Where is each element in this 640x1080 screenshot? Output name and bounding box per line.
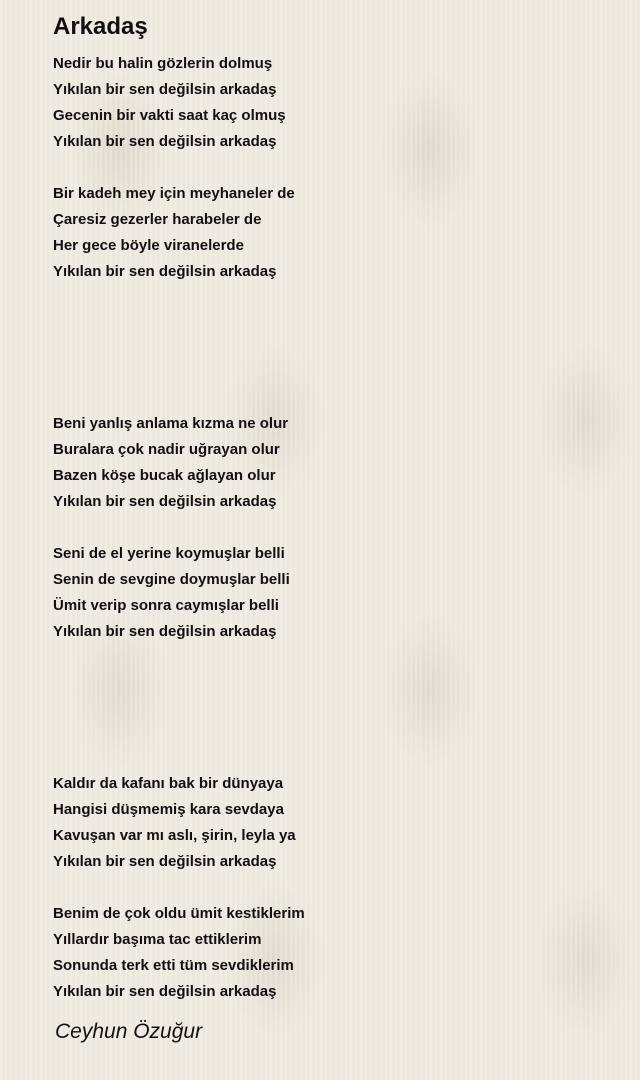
poem-line: Sonunda terk etti tüm sevdiklerim — [53, 957, 294, 974]
poem-line: Yıkılan bir sen değilsin arkadaş — [53, 81, 277, 98]
stanza-4 — [53, 541, 290, 645]
stanza-2 — [53, 181, 295, 285]
poem-line: Kavuşan var mı aslı, şirin, leyla ya — [53, 827, 296, 844]
poem-line: Gecenin bir vakti saat kaç olmuş — [53, 107, 286, 124]
stanza-6 — [53, 901, 305, 1005]
stanza-1 — [53, 51, 286, 155]
stanza-3 — [53, 411, 288, 515]
poem-line: Benim de çok oldu ümit kestiklerim — [53, 905, 305, 922]
poem-line: Bazen köşe bucak ağlayan olur — [53, 467, 276, 484]
poem-line: Yıllardır başıma tac ettiklerim — [53, 931, 262, 948]
poem-line: Yıkılan bir sen değilsin arkadaş — [53, 133, 277, 150]
poem-line: Beni yanlış anlama kızma ne olur — [53, 415, 289, 432]
poem-line: Ümit verip sonra caymışlar belli — [53, 597, 279, 614]
poem-line: Buralara çok nadir uğrayan olur — [53, 441, 280, 458]
poem-line: Senin de sevgine doymuşlar belli — [53, 571, 290, 588]
poem-title: Arkadaş — [53, 13, 148, 40]
poem-line: Yıkılan bir sen değilsin arkadaş — [53, 853, 277, 870]
poem-line: Yıkılan bir sen değilsin arkadaş — [53, 263, 277, 280]
poem-line: Yıkılan bir sen değilsin arkadaş — [53, 623, 277, 640]
poem-line: Hangisi düşmemiş kara sevdaya — [53, 801, 284, 818]
poem-line: Bir kadeh mey için meyhaneler de — [53, 185, 295, 202]
poem-line: Nedir bu halin gözlerin dolmuş — [53, 55, 273, 72]
poem-author: Ceyhun Özuğur — [55, 1020, 203, 1043]
poem-line: Her gece böyle viranelerde — [53, 237, 244, 254]
poem-line: Seni de el yerine koymuşlar belli — [53, 545, 285, 562]
poem-line: Yıkılan bir sen değilsin arkadaş — [53, 493, 277, 510]
poem-line: Çaresiz gezerler harabeler de — [53, 211, 262, 228]
stanza-5 — [53, 771, 296, 875]
poem-line: Kaldır da kafanı bak bir dünyaya — [53, 775, 284, 792]
poem-line: Yıkılan bir sen değilsin arkadaş — [53, 983, 277, 1000]
